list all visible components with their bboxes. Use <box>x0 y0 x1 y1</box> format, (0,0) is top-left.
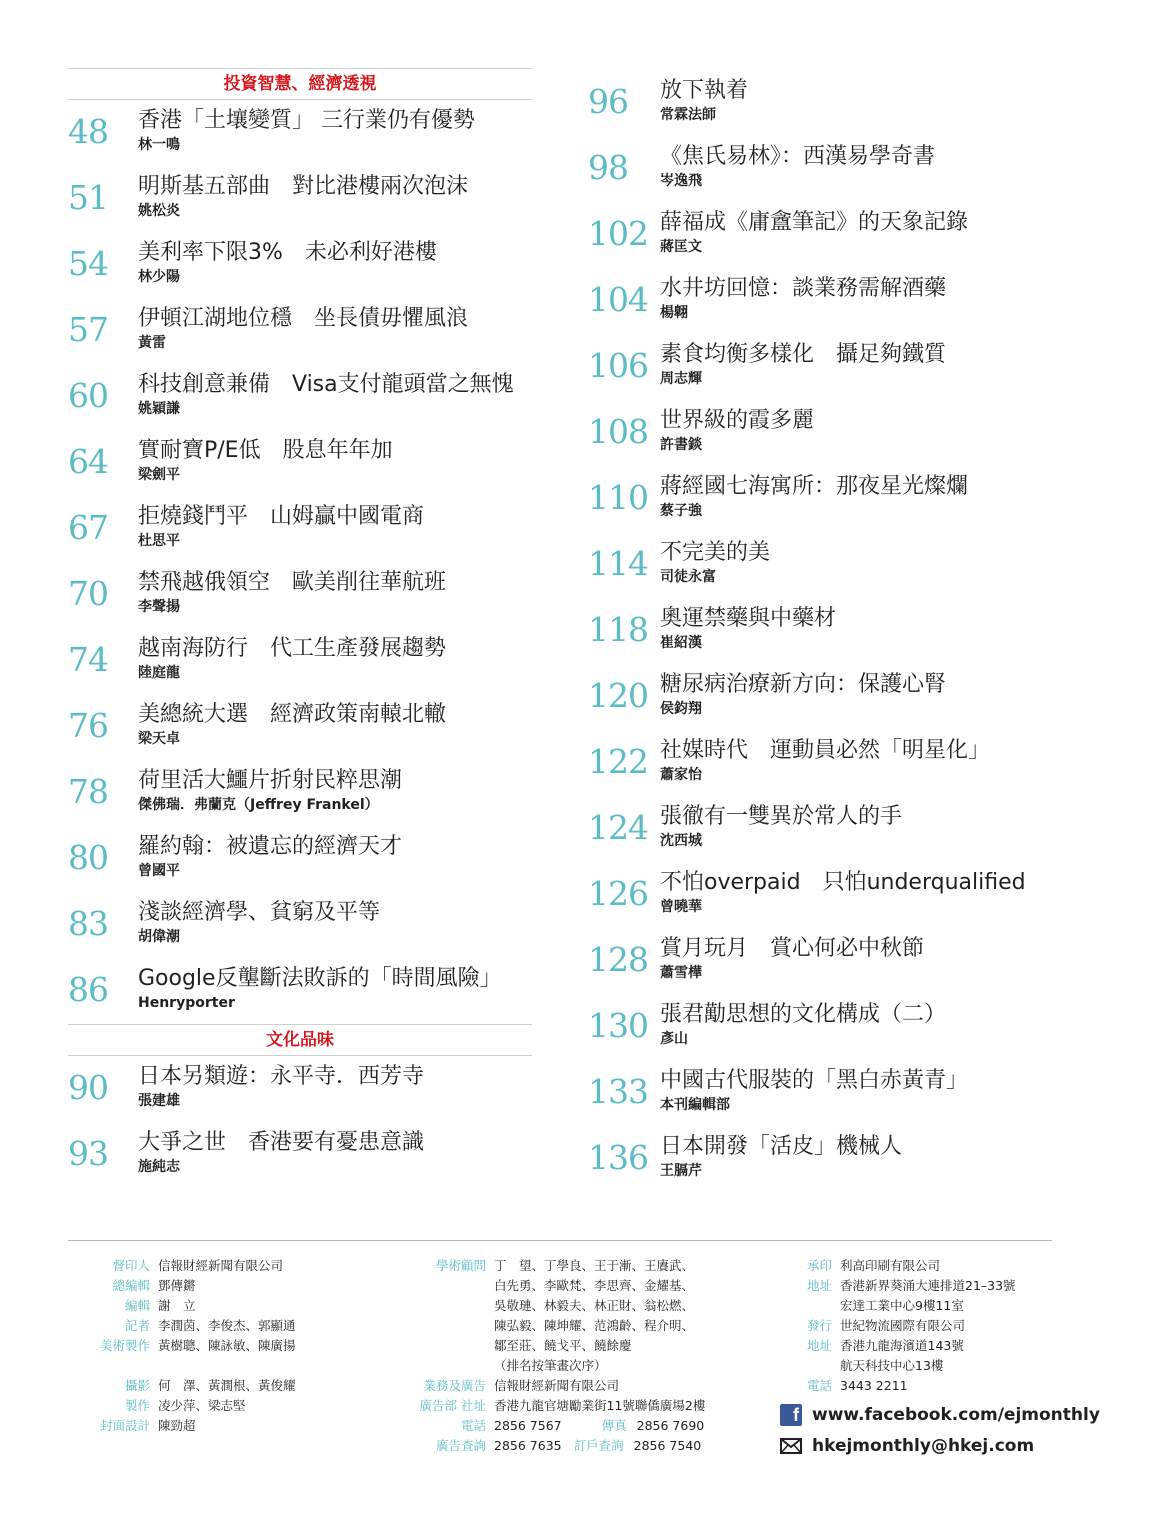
page-number: 60 <box>68 376 108 415</box>
article-title: 科技創意兼備 Visa支付龍頭當之無愧 <box>138 372 514 397</box>
credit-value: 黃樹聰、陳詠敏、陳廣揚 <box>158 1338 296 1353</box>
page-number: 51 <box>68 178 108 217</box>
article-title: 蔣經國七海寓所：那夜星光燦爛 <box>660 474 969 499</box>
toc-entry[interactable] <box>68 100 532 166</box>
credit-label: 傳真 <box>601 1418 627 1433</box>
credit-row <box>778 1356 1016 1376</box>
article-title: 香港「土壤變質」 三行業仍有優勢 <box>138 108 475 133</box>
toc-section-culture-continued <box>588 70 1088 1192</box>
page-number: 136 <box>588 1138 648 1177</box>
page-number: 110 <box>588 478 648 517</box>
article-author: 姚穎謙 <box>138 401 180 417</box>
page-number: 83 <box>68 904 108 943</box>
article-author: 蕭家怡 <box>660 767 702 783</box>
article-author: 李聲揚 <box>138 599 180 615</box>
toc-entry[interactable] <box>588 70 1088 136</box>
page-number: 90 <box>68 1068 108 1107</box>
credit-value: 3443 2211 <box>840 1378 908 1393</box>
toc-entry[interactable] <box>68 364 532 430</box>
article-title: 明斯基五部曲 對比港樓兩次泡沫 <box>138 174 469 199</box>
credit-row-ad-business <box>402 1376 705 1396</box>
article-author: 王膈芹 <box>660 1163 702 1179</box>
article-title: 《焦氏易林》：西漢易學奇書 <box>660 144 936 169</box>
toc-entry[interactable] <box>588 334 1088 400</box>
credit-value: 李潤茵、李俊杰、郭顯通 <box>158 1318 296 1333</box>
article-title: 糖尿病治療新方向：保護心腎 <box>660 672 947 697</box>
article-title: 實耐寶P/E低 股息年年加 <box>138 438 393 463</box>
page-number: 128 <box>588 940 648 979</box>
credit-value: 信報財經新聞有限公司 <box>158 1258 284 1273</box>
credit-value: 香港新界葵涌大連排道21–33號 <box>840 1278 1016 1293</box>
page-number: 133 <box>588 1072 648 1111</box>
toc-entry[interactable] <box>68 958 532 1024</box>
toc-entry[interactable] <box>68 1056 532 1122</box>
article-author: 許書錟 <box>660 437 702 453</box>
credit-label <box>778 1356 840 1376</box>
article-author: 梁天卓 <box>138 731 180 747</box>
credit-label: 總編輯 <box>112 1278 150 1293</box>
footer-divider <box>68 1240 1052 1241</box>
credit-label: 業務及廣告 <box>423 1378 486 1393</box>
article-author: 沈西城 <box>660 833 702 849</box>
toc-entry[interactable] <box>588 796 1088 862</box>
page-number: 114 <box>588 544 648 583</box>
article-title: 美利率下限3% 未必利好港樓 <box>138 240 437 265</box>
credit-label: 發行 <box>806 1318 832 1333</box>
credit-label: 學術顧問 <box>435 1258 486 1273</box>
credit-label: 製作 <box>124 1398 150 1413</box>
article-author: 施純志 <box>138 1159 180 1175</box>
credit-label: 記者 <box>124 1318 150 1333</box>
article-author: 周志輝 <box>660 371 702 387</box>
credit-value: 陳弘毅、陳坤耀、范鴻齡、程介明、 <box>494 1318 695 1333</box>
page-number: 48 <box>68 112 108 151</box>
page-number: 64 <box>68 442 108 481</box>
facebook-url: www.facebook.com/ejmonthly <box>812 1405 1100 1425</box>
toc-entry[interactable] <box>588 664 1088 730</box>
article-author: 蔡子強 <box>660 503 702 519</box>
credit-value: 航天科技中心13樓 <box>840 1358 944 1373</box>
article-author: 司徒永富 <box>660 569 716 585</box>
credit-label: 承印 <box>806 1258 832 1273</box>
article-author: 林少陽 <box>138 269 180 285</box>
credit-value: 信報財經新聞有限公司 <box>494 1378 620 1393</box>
article-author: 姚松炎 <box>138 203 180 219</box>
page-number: 78 <box>68 772 108 811</box>
page-number: 102 <box>588 214 648 253</box>
article-title: 禁飛越俄領空 歐美削往華航班 <box>138 570 447 595</box>
credit-value: 世紀物流國際有限公司 <box>840 1318 966 1333</box>
toc-entry[interactable] <box>588 598 1088 664</box>
credit-label: 地址 <box>806 1338 832 1353</box>
toc-entry[interactable] <box>68 298 532 364</box>
credit-value: 謝 立 <box>158 1298 196 1313</box>
toc-entry[interactable] <box>588 400 1088 466</box>
credit-label: 督印人 <box>112 1258 150 1273</box>
article-title: 美總統大選 經濟政策南轅北轍 <box>138 702 447 727</box>
credit-label: 廣告查詢 <box>435 1438 486 1453</box>
credit-value: 2856 7635 <box>494 1438 562 1453</box>
article-title: 放下執着 <box>660 78 749 103</box>
credit-value: 2856 7690 <box>636 1418 705 1433</box>
article-title: 荷里活大鱷片折射民粹思潮 <box>138 768 403 793</box>
credit-label: 美術製作 <box>99 1338 150 1353</box>
credit-label: 地址 <box>806 1278 832 1293</box>
toc-entry[interactable] <box>588 1126 1088 1192</box>
article-author: 林一鳴 <box>138 137 180 153</box>
article-title: 奧運禁藥與中藥材 <box>660 606 837 631</box>
article-title: Google反壟斷法敗訴的「時間風險」 <box>138 966 502 991</box>
email-link[interactable] <box>780 1436 1034 1456</box>
toc-entry[interactable] <box>588 466 1088 532</box>
credits-column-2 <box>402 1256 705 1456</box>
credit-label: 訂戶查詢 <box>573 1438 624 1453</box>
credit-row <box>68 1276 296 1296</box>
credit-value: 2856 7567 <box>494 1418 562 1433</box>
article-author: 蕭雪樺 <box>660 965 702 981</box>
credit-label: 廣告部 社址 <box>419 1398 486 1413</box>
credit-row <box>68 1296 296 1316</box>
article-title: 越南海防行 代工生產發展趨勢 <box>138 636 447 661</box>
toc-left-column <box>68 68 532 1188</box>
credit-row <box>68 1316 296 1336</box>
article-title: 日本開發「活皮」機械人 <box>660 1134 903 1159</box>
article-title: 拒燒錢鬥平 山姆贏中國電商 <box>138 504 425 529</box>
article-title: 薛福成《庸盦筆記》的天象記錄 <box>660 210 969 235</box>
toc-entry[interactable] <box>68 496 532 562</box>
article-author: 彥山 <box>660 1031 688 1047</box>
toc-entry[interactable] <box>68 694 532 760</box>
page-number: 122 <box>588 742 648 781</box>
credit-label: 電話 <box>460 1418 486 1433</box>
toc-entry[interactable] <box>68 166 532 232</box>
credits-column-3 <box>778 1256 1016 1396</box>
article-author: Henryporter <box>138 995 235 1011</box>
page-number: 104 <box>588 280 648 319</box>
credit-label: 封面設計 <box>99 1418 150 1433</box>
credit-row-ad-office <box>402 1396 705 1416</box>
article-author: 張建雄 <box>138 1093 180 1109</box>
credit-value: 白先勇、李歐梵、李思齊、金耀基、 <box>494 1278 695 1293</box>
toc-entry[interactable] <box>588 268 1088 334</box>
page-number: 54 <box>68 244 108 283</box>
article-title: 中國古代服裝的「黑白赤黃青」 <box>660 1068 969 1093</box>
article-author: 岑逸飛 <box>660 173 702 189</box>
article-title: 淺談經濟學、貧窮及平等 <box>138 900 381 925</box>
credit-value: 香港九龍海濱道143號 <box>840 1338 964 1353</box>
toc-section-investment <box>68 100 532 1024</box>
page-number: 108 <box>588 412 648 451</box>
section-title-investment: 投資智慧、經濟透視 <box>68 68 532 100</box>
toc-entry[interactable] <box>68 892 532 958</box>
page-number: 96 <box>588 82 628 121</box>
credit-row <box>68 1376 296 1396</box>
section-title-culture: 文化品味 <box>68 1024 532 1056</box>
page-number: 130 <box>588 1006 648 1045</box>
toc-entry[interactable] <box>588 202 1088 268</box>
article-author: 楊翺 <box>660 305 688 321</box>
article-author: 胡偉潮 <box>138 929 180 945</box>
article-author: 曾國平 <box>138 863 180 879</box>
toc-right-column <box>588 68 1088 1192</box>
toc-entry[interactable] <box>68 430 532 496</box>
page-number: 74 <box>68 640 108 679</box>
credit-value: （排名按筆畫次序） <box>494 1358 607 1373</box>
credit-value: 鄒至莊、饒戈平、饒餘慶 <box>494 1338 632 1353</box>
page-number: 67 <box>68 508 108 547</box>
article-title: 羅約翰：被遺忘的經濟天才 <box>138 834 403 859</box>
credit-row <box>778 1316 1016 1336</box>
credit-value: 凌少萍、梁志堅 <box>158 1398 246 1413</box>
page-number: 120 <box>588 676 648 715</box>
credit-row <box>778 1256 1016 1276</box>
article-author: 本刊編輯部 <box>660 1097 730 1113</box>
article-title: 張徹有一雙異於常人的手 <box>660 804 903 829</box>
article-title: 不完美的美 <box>660 540 771 565</box>
article-title: 社媒時代 運動員必然「明星化」 <box>660 738 991 763</box>
credit-label: 攝影 <box>124 1378 150 1393</box>
credit-value: 鄧傳鏘 <box>158 1278 196 1293</box>
credit-row <box>68 1396 296 1416</box>
toc-entry[interactable] <box>68 232 532 298</box>
credit-row-phone-fax <box>402 1416 705 1436</box>
credit-value: 丁 望、丁學良、王于漸、王賡武、 <box>494 1258 695 1273</box>
article-title: 伊頓江湖地位穩 坐長債毋懼風浪 <box>138 306 469 331</box>
email-address: hkejmonthly@hkej.com <box>812 1436 1035 1456</box>
article-title: 不怕overpaid 只怕underqualified <box>660 870 1026 895</box>
article-author: 陸庭龍 <box>138 665 180 681</box>
toc-entry[interactable] <box>588 928 1088 994</box>
article-author: 傑佛瑞．弗蘭克（Jeffrey Frankel） <box>138 797 379 813</box>
credit-row-advisors <box>402 1256 705 1276</box>
article-title: 世界級的霞多麗 <box>660 408 815 433</box>
credit-value: 宏達工業中心9樓11室 <box>840 1298 964 1313</box>
page-number: 70 <box>68 574 108 613</box>
toc-section-culture <box>68 1056 532 1188</box>
credit-label: 電話 <box>806 1378 832 1393</box>
credit-value: 2856 7540 <box>633 1438 702 1453</box>
credit-row <box>68 1256 296 1276</box>
toc-entry[interactable] <box>68 1122 532 1188</box>
page-number: 118 <box>588 610 648 649</box>
page-number: 57 <box>68 310 108 349</box>
toc-entry[interactable] <box>588 532 1088 598</box>
article-title: 素食均衡多樣化 攝足夠鐵質 <box>660 342 947 367</box>
credit-value: 利高印刷有限公司 <box>840 1258 941 1273</box>
article-title: 水井坊回憶：談業務需解酒藥 <box>660 276 947 301</box>
article-author: 蔣匡文 <box>660 239 702 255</box>
toc-entry[interactable] <box>68 628 532 694</box>
page-number: 124 <box>588 808 648 847</box>
article-author: 常霖法師 <box>660 107 716 123</box>
toc-entry[interactable] <box>68 826 532 892</box>
article-title: 張君勱思想的文化構成（二） <box>660 1002 947 1027</box>
credit-value: 何 澤、黃潤根、黃俊耀 <box>158 1378 296 1393</box>
credit-value: 陳勁超 <box>158 1418 196 1433</box>
page-number: 93 <box>68 1134 108 1173</box>
article-author: 曾曉華 <box>660 899 702 915</box>
page-number: 76 <box>68 706 108 745</box>
credit-row <box>68 1416 296 1436</box>
article-title: 賞月玩月 賞心何必中秋節 <box>660 936 925 961</box>
article-author: 侯鈞翔 <box>660 701 702 717</box>
toc-entry[interactable] <box>588 862 1088 928</box>
page-number: 106 <box>588 346 648 385</box>
article-title: 大爭之世 香港要有憂患意識 <box>138 1130 425 1155</box>
credit-value: 香港九龍官塘勵業街11號聯僑廣場2樓 <box>494 1398 706 1413</box>
page-number: 86 <box>68 970 108 1009</box>
page-number: 126 <box>588 874 648 913</box>
credit-row <box>68 1336 296 1356</box>
mail-icon <box>780 1438 802 1454</box>
page-number: 80 <box>68 838 108 877</box>
credit-row <box>778 1296 1016 1316</box>
article-title: 日本另類遊：永平寺．西芳寺 <box>138 1064 425 1089</box>
toc-entry[interactable] <box>68 760 532 826</box>
credit-row <box>778 1336 1016 1356</box>
article-author: 黃雷 <box>138 335 166 351</box>
credit-row <box>778 1376 1016 1396</box>
credit-row-enquiries <box>402 1436 705 1456</box>
credits-column-1 <box>68 1256 296 1436</box>
page-number: 98 <box>588 148 628 187</box>
article-author: 杜思平 <box>138 533 180 549</box>
toc-entry[interactable] <box>588 994 1088 1060</box>
toc-entry[interactable] <box>68 562 532 628</box>
toc-entry[interactable] <box>588 730 1088 796</box>
article-author: 崔紹漢 <box>660 635 702 651</box>
credit-value: 吳敬璉、林毅夫、林正財、翁松燃、 <box>494 1298 695 1313</box>
credit-row <box>778 1276 1016 1296</box>
toc-entry[interactable] <box>588 136 1088 202</box>
facebook-icon: f <box>780 1404 802 1426</box>
article-author: 梁劍平 <box>138 467 180 483</box>
toc-entry[interactable] <box>588 1060 1088 1126</box>
credit-label: 編輯 <box>124 1298 150 1313</box>
credit-label <box>778 1296 840 1316</box>
facebook-link[interactable] <box>780 1404 1100 1426</box>
